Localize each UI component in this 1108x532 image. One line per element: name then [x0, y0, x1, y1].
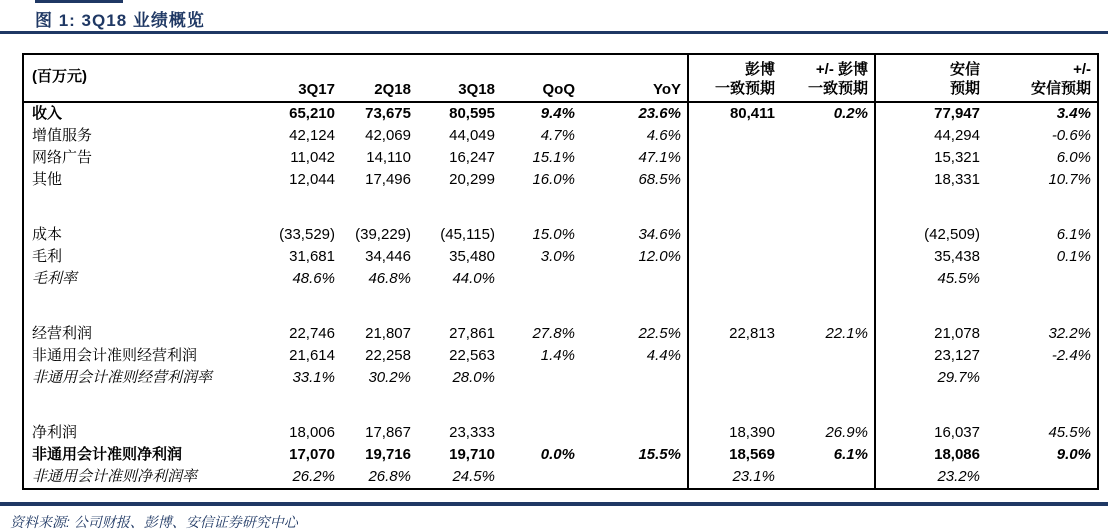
cell: 15.0% [532, 226, 575, 243]
cell: 10.7% [1048, 171, 1091, 188]
cell: 16,037 [875, 422, 986, 444]
cell [986, 268, 1098, 290]
cell: 18,331 [875, 169, 986, 191]
cell [688, 224, 781, 246]
table-row-gross-margin [23, 268, 1098, 290]
cell: 18,569 [688, 444, 781, 466]
cell: 28.0% [452, 369, 495, 386]
cell: 35,438 [875, 246, 986, 268]
table-row-gross-profit [23, 246, 1098, 268]
cell [501, 466, 581, 489]
cell: 48.6% [292, 270, 335, 287]
row-label: 净利润 [32, 424, 78, 441]
cell: 21,614 [289, 347, 335, 364]
row-label: 收入 [32, 105, 63, 122]
table-row-revenue [23, 102, 1098, 125]
col-header-vs-bloomberg-consensus [781, 54, 875, 102]
table-row-vas [23, 125, 1098, 147]
cell [581, 367, 688, 389]
cell: 42,124 [289, 127, 335, 144]
cell: 23.2% [875, 466, 986, 489]
cell: 22,813 [688, 323, 781, 345]
cell [781, 147, 875, 169]
cell [688, 125, 781, 147]
spacer-row [23, 290, 1098, 323]
cell: 45.5% [875, 268, 986, 290]
col-header-3q18: 3Q18 [417, 54, 501, 102]
cell: -0.6% [1051, 127, 1091, 144]
cell: 11,042 [290, 149, 335, 166]
col-header-vs-essence-forecast [986, 54, 1098, 102]
cell: 34,446 [365, 248, 411, 265]
cell: 17,496 [365, 171, 411, 188]
cell: 29.7% [875, 367, 986, 389]
table-row-online-ads [23, 147, 1098, 169]
cell: 47.1% [638, 149, 681, 166]
table-row-cost [23, 224, 1098, 246]
col-header-essence-forecast [875, 54, 986, 102]
cell: 18,086 [875, 444, 986, 466]
cell [781, 367, 875, 389]
header-line2: 预期 [949, 80, 980, 97]
cell: 65,210 [289, 105, 335, 122]
cell [688, 345, 781, 367]
row-label: 非通用会计准则经营利润率 [32, 369, 213, 386]
cell: 23.6% [638, 105, 681, 122]
cell [781, 169, 875, 191]
cell [781, 224, 875, 246]
header-line2: 一致预期 [714, 80, 775, 97]
cell: (45,115) [440, 226, 495, 243]
cell: 33.1% [292, 369, 335, 386]
row-label: 非通用会计准则经营利润 [32, 347, 198, 364]
header-line1: +/- 彭博 [815, 61, 868, 78]
cell: 0.1% [1056, 248, 1091, 265]
cell: 21,807 [365, 325, 411, 342]
cell: 0.0% [540, 446, 575, 463]
table-row-operating-profit [23, 323, 1098, 345]
cell [688, 169, 781, 191]
header-line2: 安信预期 [1030, 80, 1091, 97]
cell: 4.6% [646, 127, 681, 144]
cell: 22,746 [289, 325, 335, 342]
cell: 22,563 [449, 347, 495, 364]
cell: -2.4% [1051, 347, 1091, 364]
cell: 80,411 [688, 102, 781, 125]
cell: 1.4% [540, 347, 575, 364]
cell [781, 246, 875, 268]
cell: (39,229) [355, 226, 411, 243]
table-row-nongaap-net-profit [23, 444, 1098, 466]
col-header-qoq: QoQ [501, 54, 581, 102]
header-line2: 一致预期 [807, 80, 868, 97]
cell: 23,333 [449, 424, 495, 441]
cell: 68.5% [638, 171, 681, 188]
cell: 6.0% [1056, 149, 1091, 166]
cell: 9.0% [1056, 446, 1091, 463]
cell [781, 466, 875, 489]
header-row [23, 54, 1098, 102]
cell: 22.5% [638, 325, 681, 342]
row-label: 非通用会计准则净利润 [32, 446, 183, 463]
cell: 12.0% [638, 248, 681, 265]
cell: 18,390 [688, 422, 781, 444]
cell: 42,069 [365, 127, 411, 144]
results-table [22, 53, 1099, 490]
title-divider-line [0, 31, 1108, 34]
table-row-nongaap-net-margin [23, 466, 1098, 489]
cell [501, 268, 581, 290]
cell: 12,044 [289, 171, 335, 188]
row-label: 经营利润 [32, 325, 93, 342]
cell: 4.7% [540, 127, 575, 144]
table-row-nongaap-operating-margin [23, 367, 1098, 389]
cell: 26.9% [825, 424, 868, 441]
row-label: 其他 [32, 171, 63, 188]
cell: (42,509) [875, 224, 986, 246]
cell [688, 268, 781, 290]
row-label: 增值服务 [32, 127, 93, 144]
col-header-yoy: YoY [581, 54, 688, 102]
cell: 16.0% [532, 171, 575, 188]
cell [581, 268, 688, 290]
cell: 15.1% [532, 149, 575, 166]
row-label: 毛利 [32, 248, 63, 265]
cell: 35,480 [449, 248, 495, 265]
cell: 3.0% [540, 248, 575, 265]
cell [688, 147, 781, 169]
col-header-2q18: 2Q18 [341, 54, 417, 102]
table-row-net-profit [23, 422, 1098, 444]
cell: 20,299 [449, 171, 495, 188]
cell: 15,321 [875, 147, 986, 169]
cell [781, 125, 875, 147]
cell: 45.5% [1048, 424, 1091, 441]
cell: 23,127 [875, 345, 986, 367]
header-line1: 彭博 [744, 61, 775, 78]
cell: 27,861 [449, 325, 495, 342]
header-line1: +/- [1073, 61, 1091, 78]
cell: 34.6% [638, 226, 681, 243]
source-note: 资料来源: 公司财报、彭博、安信证券研究中心 [10, 514, 298, 530]
cell [581, 422, 688, 444]
cell [781, 268, 875, 290]
cell: 31,681 [289, 248, 335, 265]
cell: 17,070 [289, 446, 335, 463]
cell: 30.2% [368, 369, 411, 386]
cell: 26.8% [368, 468, 411, 485]
cell: 23.1% [688, 466, 781, 489]
spacer-row [23, 389, 1098, 422]
cell: 15.5% [638, 446, 681, 463]
cell [986, 466, 1098, 489]
cell: 0.2% [833, 105, 868, 122]
cell: 4.4% [646, 347, 681, 364]
cell: (33,529) [279, 226, 335, 243]
cell [501, 422, 581, 444]
cell [688, 246, 781, 268]
row-label: 网络广告 [32, 149, 93, 166]
table-row-others [23, 169, 1098, 191]
cell [781, 345, 875, 367]
results-table-container [22, 53, 1097, 490]
cell: 22,258 [365, 347, 411, 364]
cell: 17,867 [365, 424, 411, 441]
cell: 9.4% [540, 105, 575, 122]
cell: 16,247 [449, 149, 495, 166]
row-label: 成本 [32, 226, 63, 243]
cell: 6.1% [833, 446, 868, 463]
table-row-nongaap-operating-profit [23, 345, 1098, 367]
cell: 77,947 [875, 102, 986, 125]
cell: 19,710 [449, 446, 495, 463]
header-line1: 安信 [949, 61, 980, 78]
row-label: 毛利率 [32, 270, 78, 287]
cell: 46.8% [368, 270, 411, 287]
cell: 24.5% [452, 468, 495, 485]
cell: 44,049 [449, 127, 495, 144]
row-label: 非通用会计准则净利润率 [32, 468, 198, 485]
cell: 32.2% [1048, 325, 1091, 342]
cell: 6.1% [1056, 226, 1091, 243]
cell: 18,006 [289, 424, 335, 441]
cell: 44,294 [875, 125, 986, 147]
cell [986, 367, 1098, 389]
cell: 19,716 [365, 446, 411, 463]
cell: 3.4% [1056, 105, 1091, 122]
cell [688, 367, 781, 389]
cell: 26.2% [292, 468, 335, 485]
cell: 73,675 [365, 105, 411, 122]
figure-title: 图 1: 3Q18 业绩概览 [35, 11, 205, 30]
cell: 22.1% [825, 325, 868, 342]
cell: 27.8% [532, 325, 575, 342]
cell: 80,595 [449, 105, 495, 122]
spacer-row [23, 191, 1098, 224]
cropped-text-artifact [35, 0, 123, 3]
col-header-bloomberg-consensus [688, 54, 781, 102]
cell: 44.0% [452, 270, 495, 287]
cell: 14,110 [366, 149, 411, 166]
col-header-3q17: 3Q17 [253, 54, 341, 102]
cell: 21,078 [875, 323, 986, 345]
unit-label: (百万元) [23, 54, 253, 102]
footer-divider-line [0, 502, 1108, 506]
cell [501, 367, 581, 389]
cell [581, 466, 688, 489]
